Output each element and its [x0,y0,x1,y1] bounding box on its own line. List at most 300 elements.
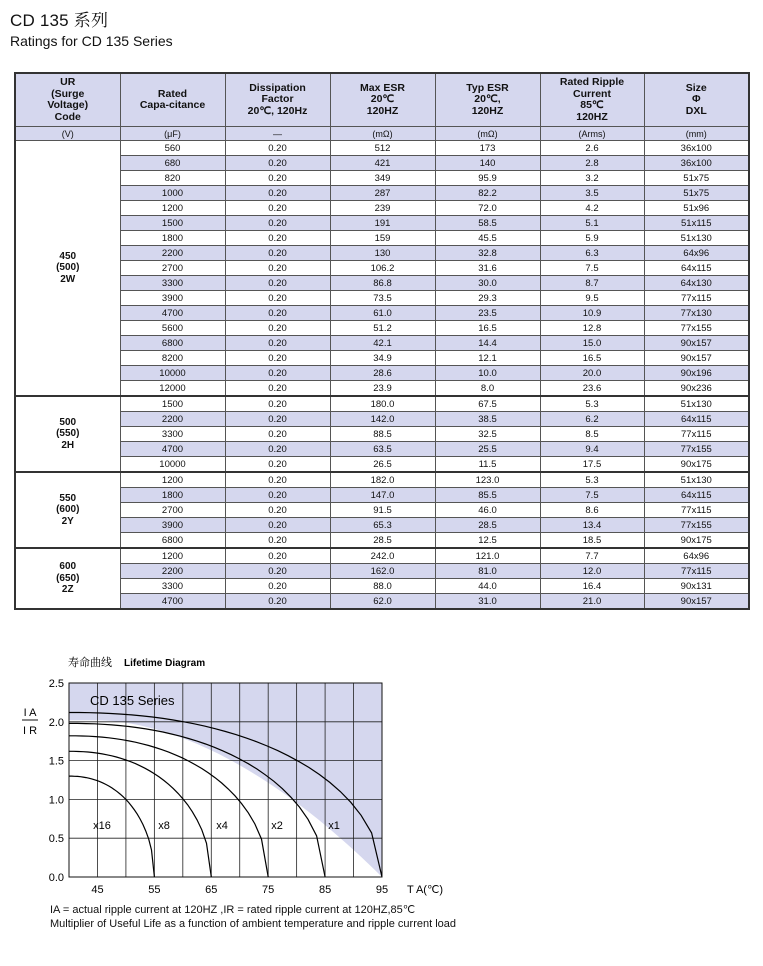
header-line: Rated Ripple [559,76,625,88]
voltage-code-line: 550 [59,492,77,504]
table-cell: 0.20 [225,231,330,246]
table-cell: 1200 [120,548,225,564]
header-line: Max ESR [360,81,405,94]
table-row [15,141,749,156]
table-cell: 10000 [120,457,225,473]
table-cell: 8200 [120,351,225,366]
table-cell: 12.0 [540,564,644,579]
table-cell: 0.20 [225,564,330,579]
table-cell: 23.5 [435,306,540,321]
header-line: Code [54,110,81,123]
header-line: 20℃, 120Hz [247,104,308,117]
plot-area [22,678,443,896]
table-row [15,186,749,201]
table-cell: 2700 [120,503,225,518]
table-cell: 61.0 [330,306,435,321]
voltage-code-line: 2Z [61,584,74,596]
table-cell: 42.1 [330,336,435,351]
header-cell [435,73,540,127]
header-line: DXL [685,104,707,117]
table-cell: 1500 [120,216,225,231]
table-cell: 90x157 [644,351,749,366]
table-cell: 16.4 [540,579,644,594]
table-cell: 0.20 [225,261,330,276]
table-cell: 64x130 [644,276,749,291]
table-cell: 3900 [120,518,225,533]
table-cell: 90x175 [644,533,749,549]
table-cell: 4700 [120,442,225,457]
header-line: 120HZ [366,104,399,117]
table-cell: 90x236 [644,381,749,397]
table-cell: 680 [120,156,225,171]
table-cell: 0.20 [225,321,330,336]
table-row [15,381,749,397]
table-cell: 16.5 [435,321,540,336]
table-row [15,231,749,246]
table-cell: 64x115 [644,412,749,427]
table-cell: 23.9 [330,381,435,397]
table-cell: 3.5 [540,186,644,201]
table-cell: 123.0 [435,472,540,488]
table-row [15,261,749,276]
header-line: Dissipation [249,81,306,94]
table-cell: 15.0 [540,336,644,351]
table-cell: 191 [330,216,435,231]
x-axis-unit: T A(℃) [407,884,443,896]
table-cell: 6.2 [540,412,644,427]
table-row [15,533,749,549]
series-label: CD 135 Series [90,693,175,708]
table-cell: 2.6 [540,141,644,156]
header-line: Current [573,87,611,100]
table-cell: 0.20 [225,351,330,366]
page-title: CD 135 系列 [10,11,109,30]
life-curve [69,776,154,877]
ratings-table [14,72,750,610]
page-subtitle: Ratings for CD 135 Series [10,33,173,49]
voltage-code-line: 2W [60,273,76,285]
table-cell: 32.5 [435,427,540,442]
table-cell: 32.8 [435,246,540,261]
table-body [15,141,749,610]
table-cell: 77x115 [644,291,749,306]
table-row [15,171,749,186]
table-cell: 51.2 [330,321,435,336]
table-row [15,412,749,427]
table-cell: 17.5 [540,457,644,473]
table-cell: 0.20 [225,216,330,231]
table-cell: 77x155 [644,321,749,336]
header-line: Factor [261,93,294,106]
table-cell: 2.8 [540,156,644,171]
y-axis-label-top: I A [23,707,37,719]
table-cell: 560 [120,141,225,156]
table-cell: 140 [435,156,540,171]
header-cell [15,73,120,127]
table-cell: 12.1 [435,351,540,366]
voltage-code-line: (550) [56,428,80,440]
multiplier-label: x4 [216,819,228,832]
table-cell: 142.0 [330,412,435,427]
x-tick-label: 95 [375,884,389,896]
table-cell: 34.9 [330,351,435,366]
table-cell: 86.8 [330,276,435,291]
voltage-code-line: 450 [59,250,77,262]
table-cell: 0.20 [225,141,330,156]
voltage-code-line: 2Y [61,515,74,527]
table-row [15,548,749,564]
header-line: (Surge [51,87,85,100]
table-cell: 28.5 [330,533,435,549]
table-cell: 18.5 [540,533,644,549]
unit-cell: (mm) [644,127,749,141]
table-cell: 0.20 [225,246,330,261]
table-cell: 349 [330,171,435,186]
header-line: 20℃, [474,93,501,106]
table-cell: 9.5 [540,291,644,306]
unit-cell: — [225,127,330,141]
header-line: Φ [691,93,701,106]
table-cell: 10.0 [435,366,540,381]
table-cell: 0.20 [225,548,330,564]
table-row [15,457,749,473]
table-cell: 13.4 [540,518,644,533]
unit-cell: (mΩ) [435,127,540,141]
table-cell: 5.3 [540,396,644,412]
y-tick-label: 1.5 [48,755,64,768]
table-cell: 0.20 [225,291,330,306]
table-cell: 73.5 [330,291,435,306]
table-cell: 12000 [120,381,225,397]
table-cell: 85.5 [435,488,540,503]
table-cell: 77x130 [644,306,749,321]
header-line: 120HZ [471,104,504,117]
table-cell: 1800 [120,231,225,246]
table-row [15,216,749,231]
header-line: 20℃ [370,93,395,106]
diagram-heading-cn: 寿命曲线 [68,657,112,669]
voltage-code-line: 600 [59,561,77,573]
unit-cell: (V) [15,127,120,141]
table-cell: 81.0 [435,564,540,579]
table-row [15,246,749,261]
table-cell: 0.20 [225,503,330,518]
table-cell: 2200 [120,412,225,427]
table-cell: 1000 [120,186,225,201]
multiplier-label: x16 [93,819,111,832]
table-cell: 121.0 [435,548,540,564]
header-line: 120HZ [576,110,608,123]
table-cell: 72.0 [435,201,540,216]
table-cell: 1200 [120,472,225,488]
table-cell: 0.20 [225,594,330,610]
table-cell: 58.5 [435,216,540,231]
table-cell: 147.0 [330,488,435,503]
table-row [15,427,749,442]
table-row [15,503,749,518]
table-cell: 0.20 [225,442,330,457]
table-row [15,488,749,503]
table-cell: 0.20 [225,427,330,442]
table-row [15,321,749,336]
unit-cell: (Arms) [540,127,644,141]
table-cell: 90x157 [644,336,749,351]
table-cell: 0.20 [225,186,330,201]
voltage-code-cell [15,472,120,548]
table-cell: 0.20 [225,472,330,488]
table-cell: 162.0 [330,564,435,579]
diagram-heading-en: Lifetime Diagram [124,658,206,669]
table-cell: 90x196 [644,366,749,381]
shaded-region [69,683,382,877]
x-tick-label: 75 [262,884,275,896]
table-cell: 64x115 [644,261,749,276]
header-cell [120,73,225,127]
table-cell: 51x115 [644,216,749,231]
table-row [15,396,749,412]
table-cell: 31.0 [435,594,540,610]
voltage-code-cell [15,396,120,472]
table-cell: 26.5 [330,457,435,473]
table-cell: 4700 [120,594,225,610]
table-row [15,579,749,594]
table-cell: 51x130 [644,472,749,488]
table-cell: 12.5 [435,533,540,549]
table-cell: 0.20 [225,518,330,533]
table-cell: 10.9 [540,306,644,321]
x-tick-label: 45 [91,884,104,896]
header-cell [330,73,435,127]
table-cell: 9.4 [540,442,644,457]
table-cell: 45.5 [435,231,540,246]
table-cell: 0.20 [225,396,330,412]
header-line: Capa-citance [139,99,206,111]
header-cell [540,73,644,127]
table-cell: 36x100 [644,141,749,156]
voltage-code-cell [15,141,120,397]
table-cell: 7.5 [540,261,644,276]
table-cell: 77x155 [644,518,749,533]
table-cell: 67.5 [435,396,540,412]
table-cell: 95.9 [435,171,540,186]
y-tick-label: 2.5 [48,678,64,690]
table-cell: 1200 [120,201,225,216]
table-cell: 88.5 [330,427,435,442]
table-cell: 0.20 [225,201,330,216]
table-cell: 8.0 [435,381,540,397]
table-cell: 5.1 [540,216,644,231]
table-cell: 2200 [120,246,225,261]
table-cell: 28.5 [435,518,540,533]
table-cell: 173 [435,141,540,156]
footnote-ia-ir: IA = actual ripple current at 120HZ ,IR = rated ripple current at 120HZ,85℃ [50,904,416,916]
table-units-row [15,127,749,141]
table-cell: 77x155 [644,442,749,457]
table-cell: 64x96 [644,548,749,564]
table-row [15,156,749,171]
table-cell: 10000 [120,366,225,381]
table-cell: 63.5 [330,442,435,457]
header-line: Voltage) [47,99,89,111]
table-cell: 4700 [120,306,225,321]
table-row [15,366,749,381]
table-cell: 3300 [120,276,225,291]
multiplier-label: x2 [271,819,283,832]
table-row [15,442,749,457]
table-row [15,518,749,533]
table-cell: 16.5 [540,351,644,366]
table-cell: 1800 [120,488,225,503]
y-tick-label: 0.0 [48,872,64,884]
table-cell: 242.0 [330,548,435,564]
voltage-code-line: (600) [56,504,80,516]
table-header-row [15,73,749,127]
table-cell: 64x115 [644,488,749,503]
voltage-code-cell [15,548,120,609]
unit-cell: (μF) [120,127,225,141]
header-cell [225,73,330,127]
header-line: 85℃ [580,99,604,111]
table-cell: 0.20 [225,366,330,381]
table-cell: 4.2 [540,201,644,216]
table-cell: 106.2 [330,261,435,276]
table-cell: 0.20 [225,381,330,397]
voltage-code-line: (650) [56,572,80,584]
table-cell: 29.3 [435,291,540,306]
table-cell: 51x130 [644,396,749,412]
table-cell: 0.20 [225,306,330,321]
unit-cell: (mΩ) [330,127,435,141]
table-cell: 8.6 [540,503,644,518]
table-cell: 6800 [120,533,225,549]
table-cell: 38.5 [435,412,540,427]
table-cell: 8.5 [540,427,644,442]
y-tick-label: 0.5 [48,833,64,846]
header-cell [644,73,749,127]
table-row [15,306,749,321]
table-cell: 130 [330,246,435,261]
table-cell: 30.0 [435,276,540,291]
table-cell: 5.9 [540,231,644,246]
table-cell: 51x75 [644,171,749,186]
table-row [15,564,749,579]
table-cell: 0.20 [225,412,330,427]
table-cell: 0.20 [225,579,330,594]
x-tick-label: 55 [148,884,161,896]
table-cell: 36x100 [644,156,749,171]
table-row [15,351,749,366]
table-cell: 512 [330,141,435,156]
table-cell: 2200 [120,564,225,579]
footnote-multiplier: Multiplier of Useful Life as a function of ambient temperature and ripple current load [50,918,456,930]
voltage-code-line: (500) [56,262,80,274]
table-cell: 51x96 [644,201,749,216]
table-cell: 51x130 [644,231,749,246]
table-cell: 20.0 [540,366,644,381]
table-cell: 11.5 [435,457,540,473]
table-row [15,276,749,291]
table-cell: 421 [330,156,435,171]
table-cell: 2700 [120,261,225,276]
table-cell: 88.0 [330,579,435,594]
table-cell: 77x115 [644,503,749,518]
table-row [15,336,749,351]
table-cell: 3300 [120,427,225,442]
table-cell: 23.6 [540,381,644,397]
table-cell: 46.0 [435,503,540,518]
table-cell: 44.0 [435,579,540,594]
table-cell: 6.3 [540,246,644,261]
table-row [15,291,749,306]
table-cell: 12.8 [540,321,644,336]
y-tick-label: 1.0 [48,794,64,807]
y-tick-label: 2.0 [48,716,64,729]
multiplier-label: x8 [158,819,170,832]
table-cell: 0.20 [225,533,330,549]
voltage-code-line: 2H [61,439,75,451]
x-tick-label: 85 [318,884,332,896]
table-cell: 90x175 [644,457,749,473]
table-cell: 5600 [120,321,225,336]
table-cell: 1500 [120,396,225,412]
table-cell: 65.3 [330,518,435,533]
header-line: Typ ESR [466,81,509,94]
voltage-code-line: 500 [59,416,77,428]
table-cell: 0.20 [225,336,330,351]
table-cell: 0.20 [225,156,330,171]
table-cell: 28.6 [330,366,435,381]
table-cell: 90x157 [644,594,749,610]
table-cell: 77x115 [644,427,749,442]
table-cell: 77x115 [644,564,749,579]
y-axis-label-bottom: I R [22,725,38,737]
table-cell: 91.5 [330,503,435,518]
table-cell: 14.4 [435,336,540,351]
table-cell: 90x131 [644,579,749,594]
header-line: UR [60,76,76,88]
table-cell: 180.0 [330,396,435,412]
table-row [15,472,749,488]
table-cell: 25.5 [435,442,540,457]
life-curve [69,751,211,877]
table-cell: 0.20 [225,488,330,503]
table-cell: 6800 [120,336,225,351]
table-cell: 8.7 [540,276,644,291]
table-cell: 3.2 [540,171,644,186]
table-cell: 3900 [120,291,225,306]
header-line: Rated [157,87,188,100]
table-cell: 7.5 [540,488,644,503]
table-cell: 159 [330,231,435,246]
table-cell: 62.0 [330,594,435,610]
table-cell: 51x75 [644,186,749,201]
table-cell: 0.20 [225,457,330,473]
table-cell: 820 [120,171,225,186]
table-cell: 3300 [120,579,225,594]
table-cell: 5.3 [540,472,644,488]
table-row [15,594,749,610]
table-cell: 31.6 [435,261,540,276]
table-cell: 287 [330,186,435,201]
table-cell: 0.20 [225,171,330,186]
table-cell: 64x96 [644,246,749,261]
header-line: Size [685,81,707,94]
x-tick-label: 65 [205,884,218,896]
table-cell: 239 [330,201,435,216]
table-cell: 0.20 [225,276,330,291]
table-cell: 82.2 [435,186,540,201]
table-cell: 7.7 [540,548,644,564]
